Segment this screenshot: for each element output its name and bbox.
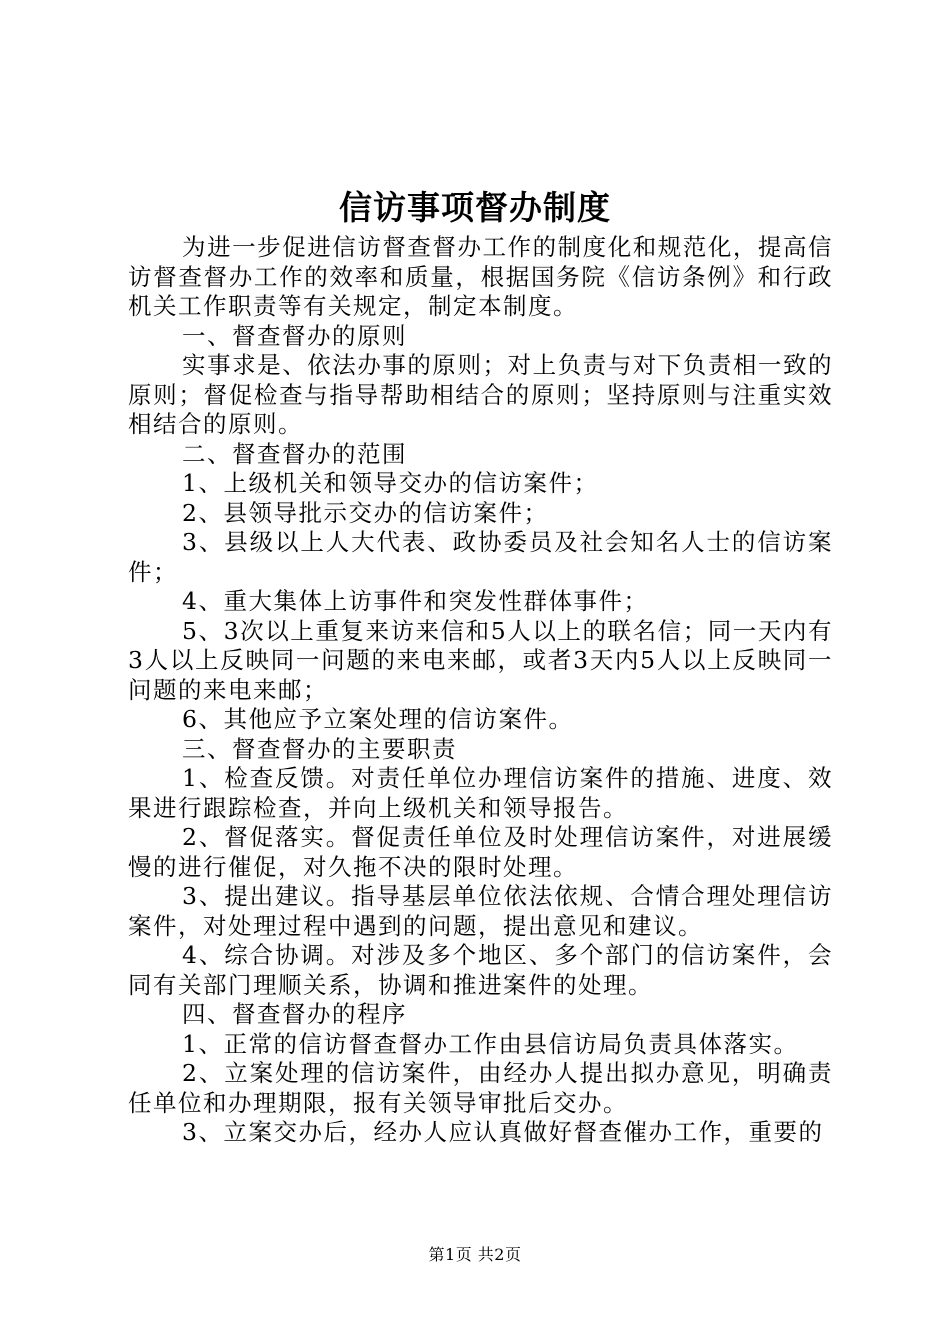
list-item: 4、重大集体上访事件和突发性群体事件； (182, 587, 649, 615)
list-item: 1、检查反馈。对责任单位办理信访案件的措施、进度、效果进行跟踪检查，并向上级机关和领导报告。 (128, 764, 833, 822)
list-item: 2、督促落实。督促责任单位及时处理信访案件，对进展缓慢的进行催促，对久拖不决的限时处理。 (128, 823, 833, 881)
paragraph-intro: 为进一步促进信访督查督办工作的制度化和规范化，提高信访督查督办工作的效率和质量，根据国务院《信访条例》和行政机关工作职责等有关规定，制定本制度。 (128, 233, 833, 320)
list-item: 2、县领导批示交办的信访案件； (182, 498, 549, 527)
paragraph-principles: 实事求是、依法办事的原则；对上负责与对下负责相一致的原则；督促检查与指导帮助相结合的原则；坚持原则与注重实效相结合的原则。 (128, 351, 833, 438)
list-item: 3、提出建议。指导基层单位依法依规、合情合理处理信访案件，对处理过程中遇到的问题，提出意见和建议。 (128, 882, 833, 940)
list-item: 5、3次以上重复来访来信和5人以上的联名信；同一天内有3人以上反映同一问题的来电来邮，或者3天内5人以上反映同一问题的来电来邮； (128, 616, 833, 704)
section-heading-1: 一、督查督办的原则 (182, 321, 408, 350)
list-item: 1、上级机关和领导交办的信访案件； (182, 469, 599, 497)
list-item: 4、综合协调。对涉及多个地区、多个部门的信访案件，会同有关部门理顺关系，协调和推进案件的处理。 (128, 941, 833, 999)
list-item: 2、立案处理的信访案件，由经办人提出拟办意见，明确责任单位和办理期限，报有关领导审批后交办。 (128, 1059, 833, 1117)
section-heading-4: 四、督查督办的程序 (182, 1000, 408, 1028)
list-item: 6、其他应予立案处理的信访案件。 (182, 705, 574, 733)
section-heading-3: 三、督查督办的主要职责 (182, 734, 458, 763)
page-number-footer: 第1页 共2页 (428, 1245, 522, 1264)
list-item: 3、县级以上人大代表、政协委员及社会知名人士的信访案件； (128, 528, 833, 586)
list-item: 3、立案交办后，经办人应认真做好督查催办工作，重要的 (182, 1118, 824, 1146)
document-title: 信访事项督办制度 (339, 188, 611, 227)
list-item: 1、正常的信访督查督办工作由县信访局负责具体落实。 (182, 1029, 799, 1058)
document-body (128, 233, 833, 1148)
section-heading-2: 二、督查督办的范围 (182, 439, 408, 468)
